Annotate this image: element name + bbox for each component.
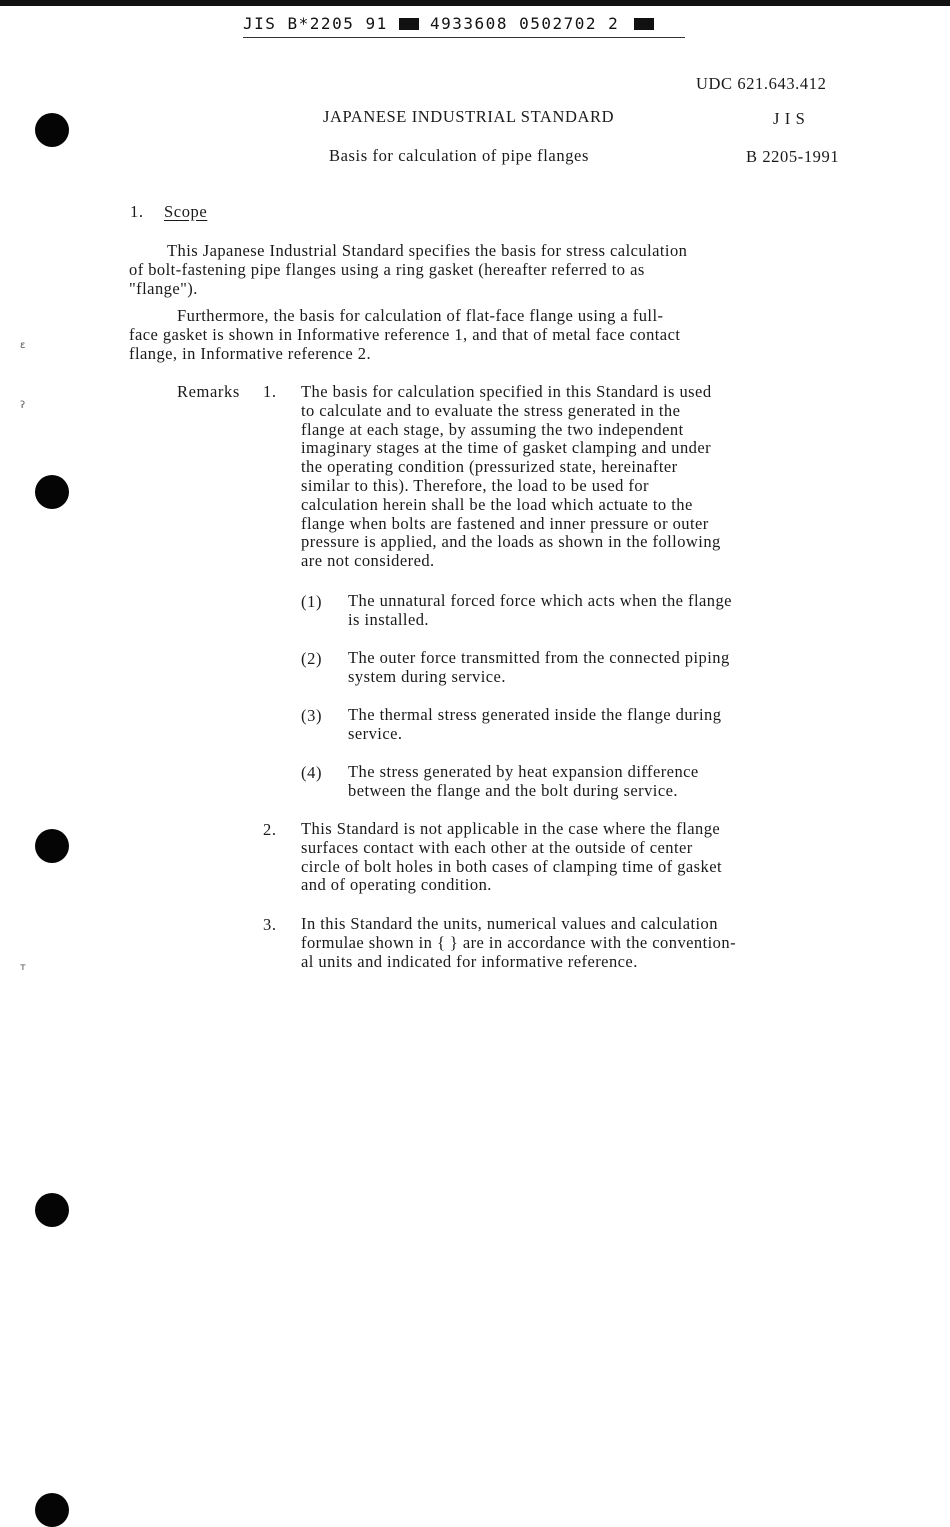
item-number: (2)	[301, 649, 323, 668]
text-line: between the flange and the bolt during service.	[348, 780, 678, 800]
text-line: flange, in Informative reference 2.	[129, 343, 372, 363]
text-line: The outer force transmitted from the connected piping	[348, 648, 730, 667]
text-line: The basis for calculation specified in this Standard is used	[301, 382, 712, 401]
punch-hole	[35, 1193, 69, 1227]
text-line: similar to this). Therefore, the load to be used for	[301, 475, 649, 495]
text-line: circle of bolt holes in both cases of clamping time of gasket	[301, 856, 723, 876]
remarks-label: Remarks	[177, 382, 240, 401]
text-line: In this Standard the units, numerical values and calculation	[301, 914, 718, 933]
text-line: Furthermore, the basis for calculation of flat-face flange using a full-	[177, 306, 664, 325]
text-line: and of operating condition.	[301, 875, 492, 895]
document-number: B 2205-1991	[746, 147, 840, 166]
tracking-code-left: JIS B*2205 91	[243, 14, 388, 33]
scope-paragraph-2	[129, 307, 680, 363]
item-3-text	[348, 706, 721, 744]
jis-mark: J I S	[773, 109, 806, 128]
item-2-text	[348, 649, 730, 687]
text-line: are not considered.	[301, 551, 435, 571]
item-1-text	[348, 592, 732, 630]
text-line: The unnatural forced force which acts when the flange	[348, 591, 732, 610]
scope-paragraph-1	[129, 242, 687, 298]
text-line: flange when bolts are fastened and inner pressure or outer	[301, 513, 709, 533]
remark-number: 2.	[263, 820, 277, 839]
text-line: al units and indicated for informative reference.	[301, 951, 638, 971]
text-line: flange at each stage, by assuming the two independent	[301, 419, 684, 439]
udc-number: UDC 621.643.412	[696, 74, 827, 93]
text-line: is installed.	[348, 609, 430, 629]
text-line: pressure is applied, and the loads as shown in the following	[301, 532, 721, 552]
text-line: face gasket is shown in Informative reference 1, and that of metal face contact	[129, 324, 681, 344]
scan-top-edge	[0, 0, 950, 6]
item-number: (3)	[301, 706, 323, 725]
scan-mark: ʔ	[20, 400, 26, 411]
text-line: service.	[348, 723, 403, 743]
section-title: Scope	[164, 202, 208, 221]
scan-mark: ɛ	[20, 340, 26, 351]
standard-title: JAPANESE INDUSTRIAL STANDARD	[323, 107, 615, 126]
text-line: calculation herein shall be the load which actuate to the	[301, 494, 693, 514]
punch-hole	[35, 113, 69, 147]
remark-number: 1.	[263, 382, 277, 401]
text-line: The stress generated by heat expansion difference	[348, 762, 699, 781]
document-title: Basis for calculation of pipe flanges	[329, 146, 589, 165]
tracking-block-mark	[399, 18, 419, 30]
remark-number: 3.	[263, 915, 277, 934]
text-line: surfaces contact with each other at the outside of center	[301, 837, 693, 857]
tracking-code-bar	[243, 11, 685, 38]
text-line: This Standard is not applicable in the case where the flange	[301, 819, 721, 838]
tracking-code-middle: 4933608 0502702 2	[430, 14, 620, 33]
item-number: (1)	[301, 592, 323, 611]
punch-hole	[35, 829, 69, 863]
punch-hole	[35, 1493, 69, 1527]
text-line: system during service.	[348, 666, 506, 686]
punch-hole	[35, 475, 69, 509]
text-line: imaginary stages at the time of gasket clamping and under	[301, 438, 712, 458]
remark-1-text	[301, 383, 721, 571]
scan-mark: ᴛ	[20, 962, 26, 973]
item-4-text	[348, 763, 699, 801]
text-line: the operating condition (pressurized state, hereinafter	[301, 457, 678, 477]
remark-3-text	[301, 915, 736, 971]
item-number: (4)	[301, 763, 323, 782]
text-line: of bolt-fastening pipe flanges using a ring gasket (hereafter referred to as	[129, 259, 645, 279]
tracking-block-mark	[634, 18, 654, 30]
remark-2-text	[301, 820, 722, 895]
text-line: "flange").	[129, 278, 198, 298]
text-line: The thermal stress generated inside the flange during	[348, 705, 722, 724]
text-line: to calculate and to evaluate the stress generated in the	[301, 400, 681, 420]
text-line: This Japanese Industrial Standard specifies the basis for stress calculation	[167, 241, 688, 260]
section-number: 1.	[130, 202, 144, 221]
text-line: formulae shown in { } are in accordance with the convention-	[301, 932, 737, 952]
